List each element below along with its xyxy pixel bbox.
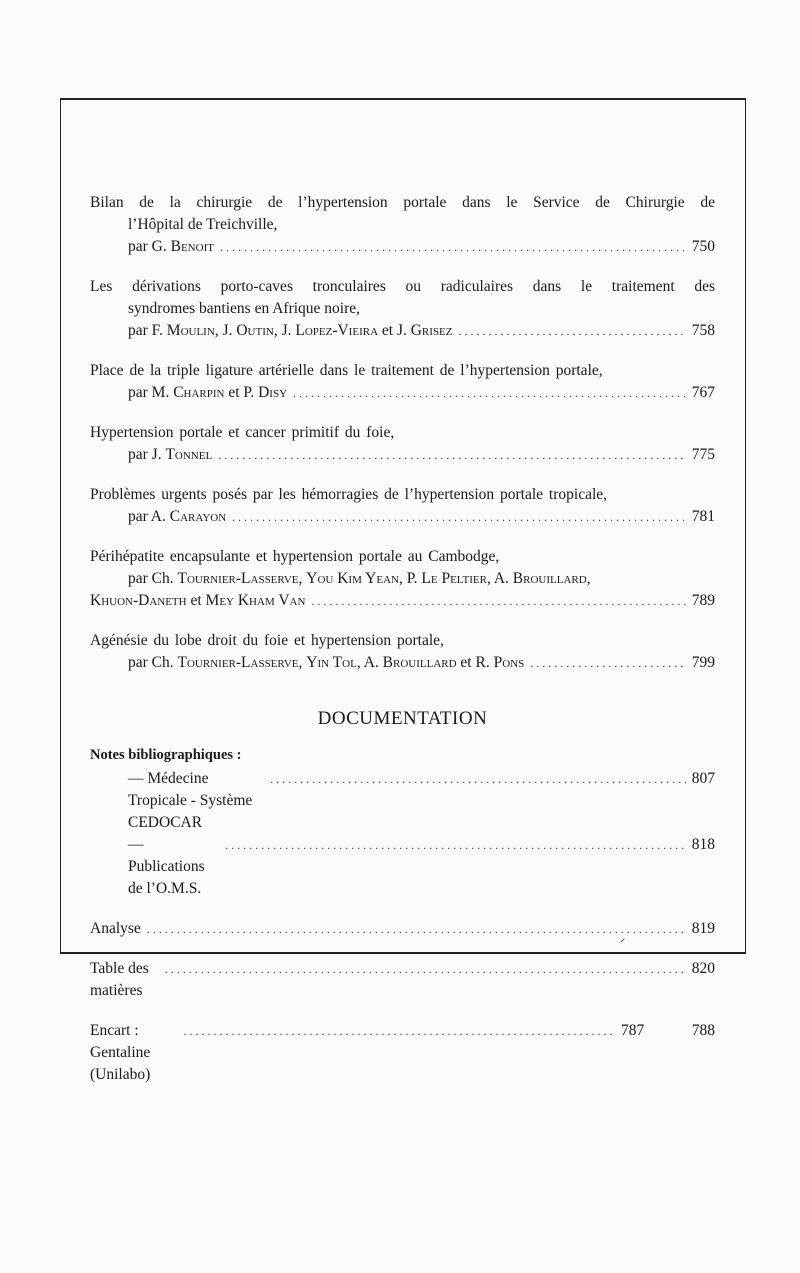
entry-authors: [128, 236, 214, 258]
page-number: 781: [691, 508, 715, 525]
author-name: Mey Kham Van: [205, 592, 306, 609]
entry-author-line: [90, 506, 715, 528]
entry-author-line: [90, 236, 715, 258]
author-name: Tournier-Lasserve: [177, 570, 299, 587]
author-connector: par F.: [128, 322, 167, 339]
page-number: 789: [691, 592, 715, 609]
toc-entry-3: [90, 360, 715, 404]
page-number: 799: [691, 654, 715, 671]
table-label: Table des matières: [90, 960, 149, 999]
author-connector: ,: [298, 570, 307, 587]
author-name: Disy: [258, 384, 288, 401]
author-connector: par J.: [128, 446, 166, 463]
analyse-label: Analyse: [90, 920, 141, 937]
page-number: 820: [691, 960, 715, 977]
leader-dots: [225, 834, 685, 856]
entry-title-line: Périhépatite encapsulante et hypertension portale au Cambodge,: [90, 548, 500, 565]
author-name: Outin: [236, 322, 274, 339]
page-number: 819: [691, 920, 715, 937]
author-connector: ,: [298, 654, 307, 671]
author-name: Pons: [493, 654, 525, 671]
author-name: Grisez: [410, 322, 453, 339]
entry-author-line: [90, 382, 715, 404]
entry-author-line: [90, 320, 715, 342]
author-connector: et P.: [224, 384, 259, 401]
leader-dots: [293, 382, 686, 404]
author-prefix: par G.: [128, 238, 171, 255]
encart-label: Encart : Gentaline (Unilabo): [90, 1022, 151, 1083]
leader-dots: [232, 506, 686, 528]
leader-dots: [311, 590, 685, 612]
entry-title-line: Problèmes urgents posés par les hémorragies de l’hypertension portale tropicale,: [90, 486, 608, 503]
author-connector: , P.: [398, 570, 422, 587]
encart-pages: [621, 1020, 715, 1042]
author-connector: et J.: [378, 322, 411, 339]
leader-dots: [458, 320, 685, 342]
author-connector: , A.: [486, 570, 513, 587]
leader-dots: [530, 652, 686, 674]
entry-author-line: [90, 652, 715, 674]
entry-title-line: Place de la triple ligature artérielle dans le traitement de l’hypertension portale,: [90, 362, 603, 379]
section-heading-documentation: DOCUMENTATION: [317, 708, 488, 729]
toc-entry-2: [90, 276, 715, 342]
author-name: Charpin: [173, 384, 225, 401]
notes-item-label: — Publications de l’O.M.S.: [128, 836, 205, 897]
author-name: Benoit: [170, 238, 214, 255]
leader-dots: [183, 1020, 615, 1042]
notes-item: [90, 768, 715, 834]
author-connector: par M.: [128, 384, 174, 401]
entry-title-line: Agénésie du lobe droit du foie et hypertension portale,: [90, 632, 444, 649]
leader-dots: [147, 918, 686, 940]
author-name: You Kim Yean: [306, 570, 399, 587]
page-number: 807: [691, 770, 715, 787]
author-connector: par Ch.: [128, 570, 178, 587]
notes-item: [90, 834, 715, 900]
notes-item-label: — Médecine Tropicale - Système CEDOCAR: [128, 770, 253, 831]
author-name: Tournier-Lasserve: [177, 654, 299, 671]
entry-title-line: Hypertension portale et cancer primitif du foie,: [90, 424, 395, 441]
toc-entry-6: [90, 546, 715, 612]
toc-entry-7: [90, 630, 715, 674]
entry-title-line: Bilan de la chirurgie de l’hypertension portale dans le Service de Chirurgie de: [90, 194, 715, 211]
author-connector: par A.: [128, 508, 170, 525]
encart-row: [90, 1020, 715, 1086]
leader-dots: [220, 236, 686, 258]
entry-authors: [128, 506, 226, 528]
author-name: Le Peltier: [421, 570, 487, 587]
author-name: Lopez-Vieira: [295, 322, 379, 339]
entry-authors: [128, 320, 452, 342]
author-connector: par Ch.: [128, 654, 178, 671]
author-connector: , J.: [214, 322, 237, 339]
page-number: 767: [691, 384, 715, 401]
author-name: Khuon-Daneth: [90, 592, 187, 609]
analyse-row: [90, 918, 715, 940]
page-number: 818: [691, 836, 715, 853]
page-number: 750: [691, 238, 715, 255]
author-name: Carayon: [169, 508, 227, 525]
entry-authors-line-1: [90, 568, 715, 590]
entry-authors: [128, 652, 524, 674]
author-name: Brouillard: [382, 654, 457, 671]
toc-entry-5: [90, 484, 715, 528]
toc-entry-4: [90, 422, 715, 466]
page-number: 775: [691, 446, 715, 463]
leader-dots: [218, 444, 686, 466]
notes-heading: Notes bibliographiques :: [90, 747, 242, 763]
author-name: Tonnel: [165, 446, 213, 463]
table-of-contents: [90, 192, 715, 1086]
author-name: Yin Tol: [306, 654, 357, 671]
author-name: Moulin: [166, 322, 215, 339]
entry-author-line: [90, 444, 715, 466]
author-connector: et R.: [456, 654, 494, 671]
author-connector: , J.: [273, 322, 296, 339]
entry-title-line: l’Hôpital de Treichville,: [128, 216, 278, 233]
entry-title-line: Les dérivations porto-caves tronculaires ou radiculaires dans le traitement des: [90, 278, 715, 295]
author-connector: ,: [586, 570, 591, 587]
page-number: 758: [691, 322, 715, 339]
page-number: 788: [691, 1022, 715, 1039]
entry-authors: [90, 590, 305, 612]
leader-dots: [165, 958, 686, 980]
entry-authors: [128, 382, 287, 404]
author-name: Brouillard: [512, 570, 587, 587]
toc-entry-1: [90, 192, 715, 258]
page-number: 787: [621, 1022, 645, 1039]
table-des-matieres-row: [90, 958, 715, 1002]
leader-dots: [270, 768, 685, 790]
entry-title-line: syndromes bantiens en Afrique noire,: [128, 300, 361, 317]
entry-authors: [128, 444, 212, 466]
author-connector: , A.: [356, 654, 383, 671]
author-connector: et: [186, 592, 206, 609]
entry-author-line: [90, 590, 715, 612]
